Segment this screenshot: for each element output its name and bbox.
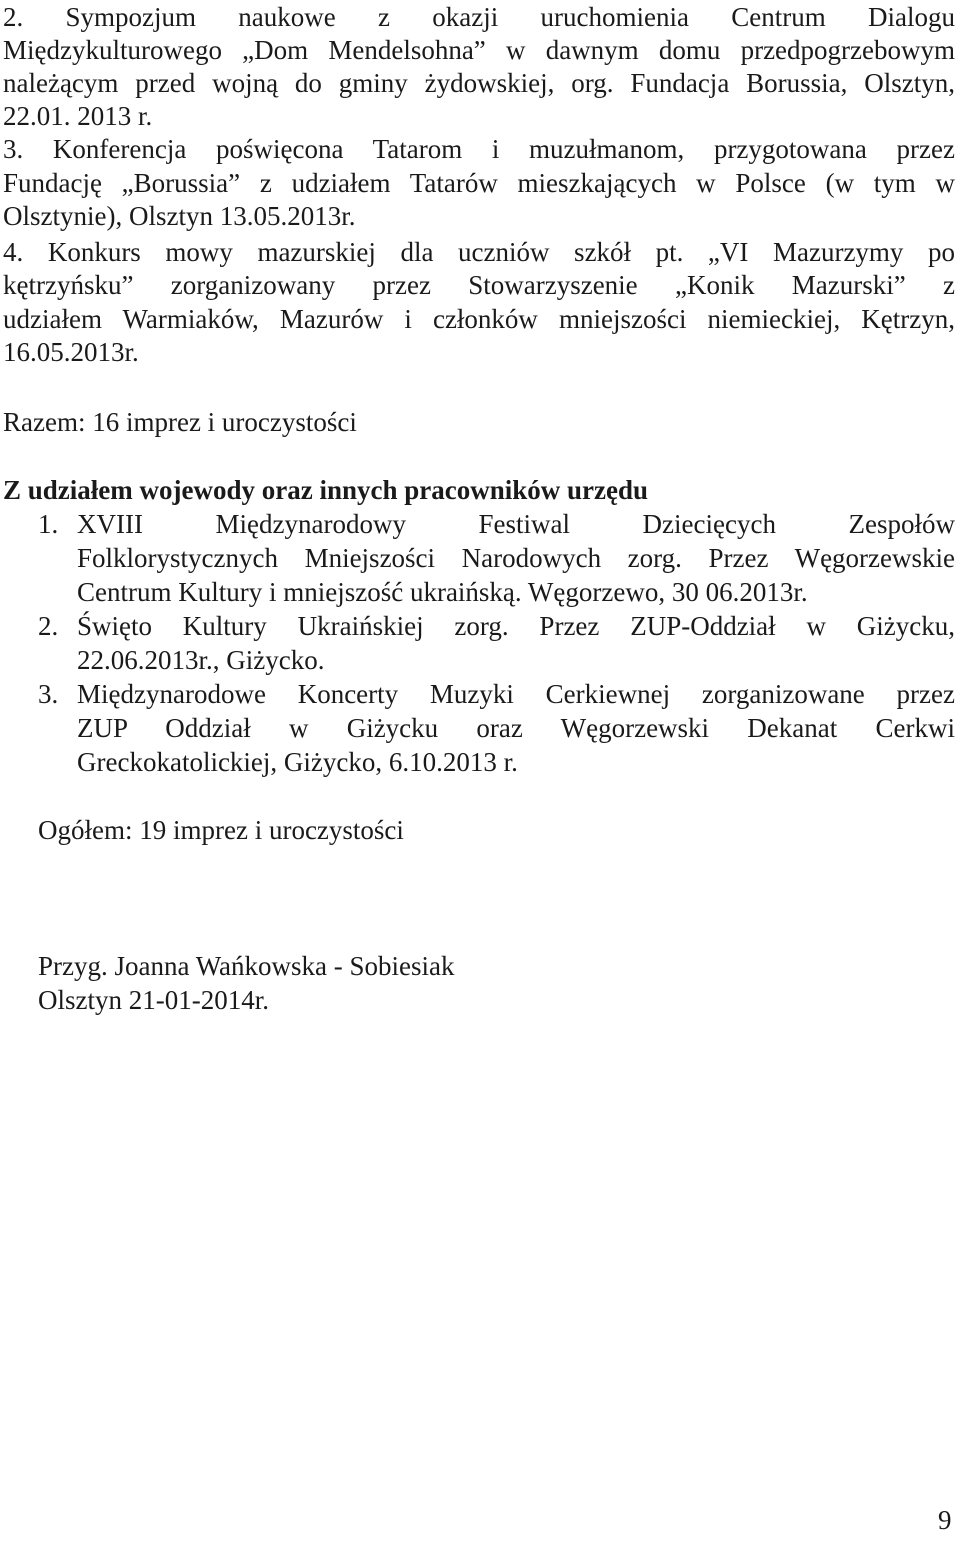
item-3-line-2: Fundację „Borussia” z udziałem Tatarów mieszkających w Polsce (w tym w (3, 168, 955, 198)
item-4-line-2: kętrzyńsku” zorganizowany przez Stowarzyszenie „Konik Mazurski” z (3, 270, 955, 300)
item-3-line-1: 3. Konferencja poświęcona Tatarom i muzułmanom, przygotowana przez (3, 134, 955, 164)
section-1-total: Razem: 16 imprez i uroczystości (3, 407, 357, 437)
item-2-line-3: należącym przed wojną do gminy żydowskiej, org. Fundacja Borussia, Olsztyn, (3, 68, 955, 98)
item-2-line-1: 2. Sympozjum naukowe z okazji uruchomienia Centrum Dialogu (3, 2, 955, 32)
section-2-item-1-line-2: Folklorystycznych Mniejszości Narodowych zorg. Przez Węgorzewskie (77, 543, 955, 573)
section-2-item-2-number: 2. (38, 611, 59, 641)
section-2-item-3-line-2: ZUP Oddział w Giżycku oraz Węgorzewski Dekanat Cerkwi (77, 713, 955, 743)
section-2-item-2-line-2: 22.06.2013r., Giżycko. (77, 645, 325, 675)
item-4-line-1: 4. Konkurs mowy mazurskiej dla uczniów szkół pt. „VI Mazurzymy po (3, 237, 955, 267)
item-4-line-4: 16.05.2013r. (3, 337, 139, 367)
section-2-item-1-line-1: XVIII Międzynarodowy Festiwal Dziecięcych Zespołów (77, 509, 955, 539)
section-2-item-2-line-1: Święto Kultury Ukraińskiej zorg. Przez ZUP-Oddział w Giżycku, (77, 611, 955, 641)
place-and-date: Olsztyn 21-01-2014r. (38, 985, 269, 1015)
grand-total: Ogółem: 19 imprez i uroczystości (38, 815, 404, 845)
section-2-item-1-line-3: Centrum Kultury i mniejszość ukraińską. Węgorzewo, 30 06.2013r. (77, 577, 808, 607)
section-2-heading: Z udziałem wojewody oraz innych pracowników urzędu (3, 475, 649, 505)
prepared-by: Przyg. Joanna Wańkowska - Sobiesiak (38, 951, 455, 981)
section-2-item-3-line-1: Międzynarodowe Koncerty Muzyki Cerkiewnej zorganizowane przez (77, 679, 955, 709)
section-2-item-3-line-3: Greckokatolickiej, Giżycko, 6.10.2013 r. (77, 747, 518, 777)
item-3-line-3: Olsztynie), Olsztyn 13.05.2013r. (3, 201, 356, 231)
section-2-item-3-number: 3. (38, 679, 59, 709)
item-2-line-4: 22.01. 2013 r. (3, 101, 153, 131)
item-4-line-3: udziałem Warmiaków, Mazurów i członków mniejszości niemieckiej, Kętrzyn, (3, 304, 955, 334)
section-2-item-1-number: 1. (38, 509, 59, 539)
page-number: 9 (938, 1505, 952, 1535)
item-2-line-2: Międzykulturowego „Dom Mendelsohna” w dawnym domu przedpogrzebowym (3, 35, 955, 65)
